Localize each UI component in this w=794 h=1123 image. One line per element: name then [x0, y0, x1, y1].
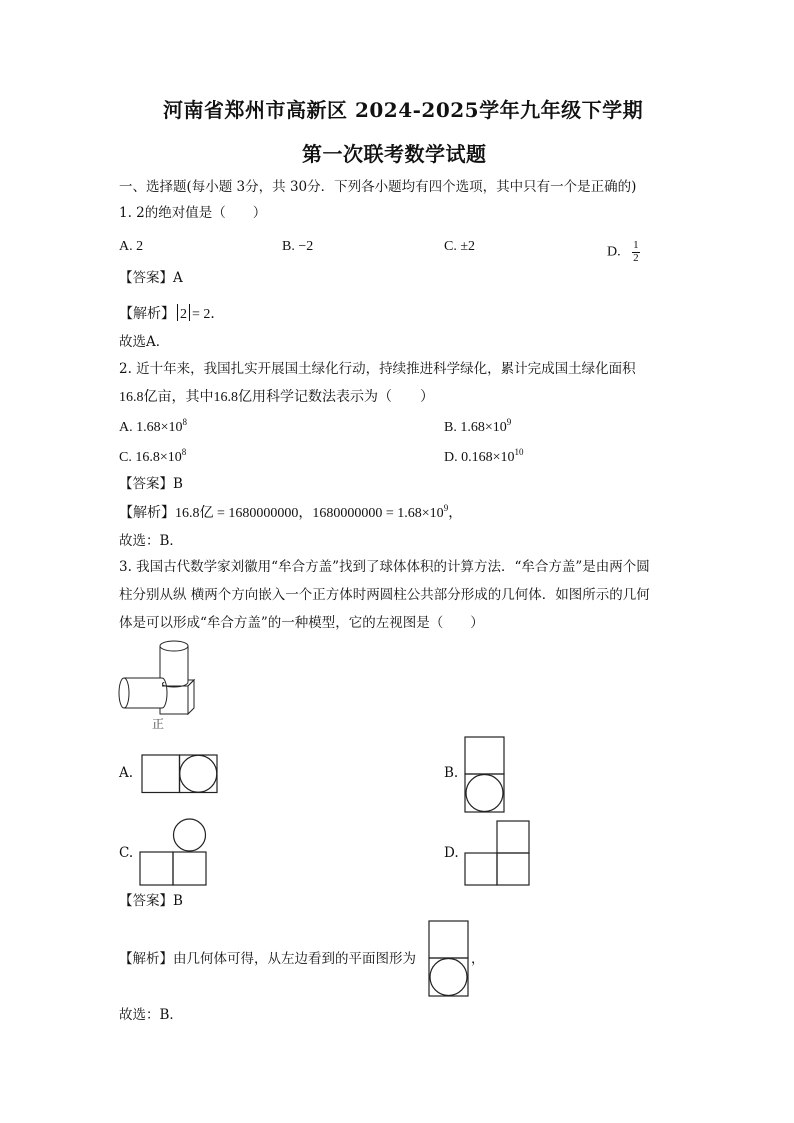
cube-front-face [160, 686, 188, 714]
square-left [140, 852, 173, 885]
square-bottom-right [497, 853, 529, 885]
q3-option-b-figure [464, 736, 506, 814]
q2-stem-line2: 16.8亿亩，其中16.8亿用科学记数法表示为（ ） [119, 390, 434, 405]
paper-title-line1: 河南省郑州市高新区 2024-2025学年九年级下学期 [163, 98, 644, 122]
exponent: 10 [514, 447, 524, 457]
q3-stem-line1: 3. 我国古代数学家刘徽用“牟合方盖”找到了球体体积的计算方法．“牟合方盖”是由两个圆 [119, 559, 650, 575]
q1-option-d-fraction [632, 240, 640, 264]
q1-analysis [119, 304, 224, 322]
q2-option-a [119, 417, 188, 435]
q1-option-d-label: D. [607, 244, 621, 260]
q2-option-a-text: A. 1.68×10 [119, 420, 183, 435]
front-view-label: 正 [152, 717, 165, 731]
q3-option-c-figure [139, 818, 207, 886]
square-left [142, 755, 180, 793]
q2-option-c-text: C. 16.8×10 [119, 450, 182, 465]
q3-option-a-figure [141, 754, 218, 794]
square-right [173, 852, 206, 885]
section-heading: 一、选择题(每小题 3分，共 30分．下列各小题均有四个选项，其中只有一个是正确的) [119, 179, 637, 195]
circle [430, 959, 467, 996]
q3-option-d-label: D. [444, 845, 459, 861]
horizontal-cylinder-end [119, 678, 129, 708]
q2-option-b [444, 417, 512, 435]
q2-option-b-text: B. 1.68×10 [444, 420, 507, 435]
exponent: 8 [181, 447, 187, 457]
q1-option-b: B. −2 [282, 239, 314, 254]
exponent: 8 [182, 417, 188, 427]
fraction-denominator: 2 [633, 251, 639, 264]
q1-option-d [607, 240, 640, 264]
vertical-cylinder-top [160, 641, 188, 651]
exponent: 9 [506, 417, 512, 427]
circle [180, 755, 217, 792]
q1-analysis-label: 【解析】 [119, 307, 175, 322]
q2-analysis-end: ， [448, 506, 463, 521]
horizontal-cylinder-body [124, 678, 162, 708]
abs-bar-left [177, 304, 178, 321]
square-bottom-left [465, 853, 497, 885]
circle [466, 775, 503, 812]
q2-analysis [119, 503, 463, 521]
abs-bar-right [189, 304, 190, 321]
q1-option-c: C. ±2 [444, 239, 476, 254]
q2-stem-line1: 2. 近十年来，我国扎实开展国土绿化行动，持续推进科学绿化，累计完成国土绿化面积 [119, 361, 636, 377]
q2-option-d [444, 447, 524, 465]
square-top [429, 921, 468, 958]
q1-analysis-rest: = 2． [192, 307, 225, 322]
q3-conclusion: 故选：B． [119, 1007, 183, 1023]
q2-analysis-text: 【解析】16.8亿 = 1680000000，1680000000 = 1.68×10 [119, 506, 444, 521]
q1-abs-value: 2 [180, 307, 187, 322]
q1-answer: 【答案】A [119, 270, 183, 286]
q2-answer: 【答案】B [119, 476, 183, 492]
q3-stem-line2: 柱分别从纵 横两个方向嵌入一个正方体时两圆柱公共部分形成的几何体．如图所示的几何 [119, 587, 650, 603]
q1-stem: 1. 2的绝对值是（ ） [119, 205, 267, 221]
square-top-right [497, 821, 529, 853]
geometry-model-figure [118, 638, 198, 734]
fraction-numerator: 1 [633, 239, 639, 251]
q1-conclusion: 故选A． [119, 334, 170, 350]
q3-option-d-figure [464, 820, 530, 886]
q2-conclusion: 故选：B． [119, 533, 183, 549]
q3-option-a-label: A. [119, 765, 134, 781]
paper-title-line2: 第一次联考数学试题 [302, 142, 487, 166]
square-top [465, 737, 504, 774]
q2-option-d-text: D. 0.168×10 [444, 450, 515, 465]
q3-analysis-figure [428, 920, 470, 998]
q1-option-a: A. 2 [119, 239, 144, 254]
q2-option-c [119, 447, 187, 465]
q3-analysis: 【解析】由几何体可得，从左边看到的平面图形为 [119, 951, 416, 967]
q3-option-c-label: C. [119, 845, 134, 861]
q3-answer: 【答案】B [119, 893, 183, 909]
q3-analysis-end: ， [471, 951, 485, 967]
circle [174, 819, 206, 851]
q3-stem-line3: 体是可以形成“牟合方盖”的一种模型，它的左视图是（ ） [119, 615, 484, 631]
q3-option-b-label: B. [444, 765, 459, 781]
cube-side-face [188, 680, 194, 714]
exponent: 9 [443, 503, 449, 513]
